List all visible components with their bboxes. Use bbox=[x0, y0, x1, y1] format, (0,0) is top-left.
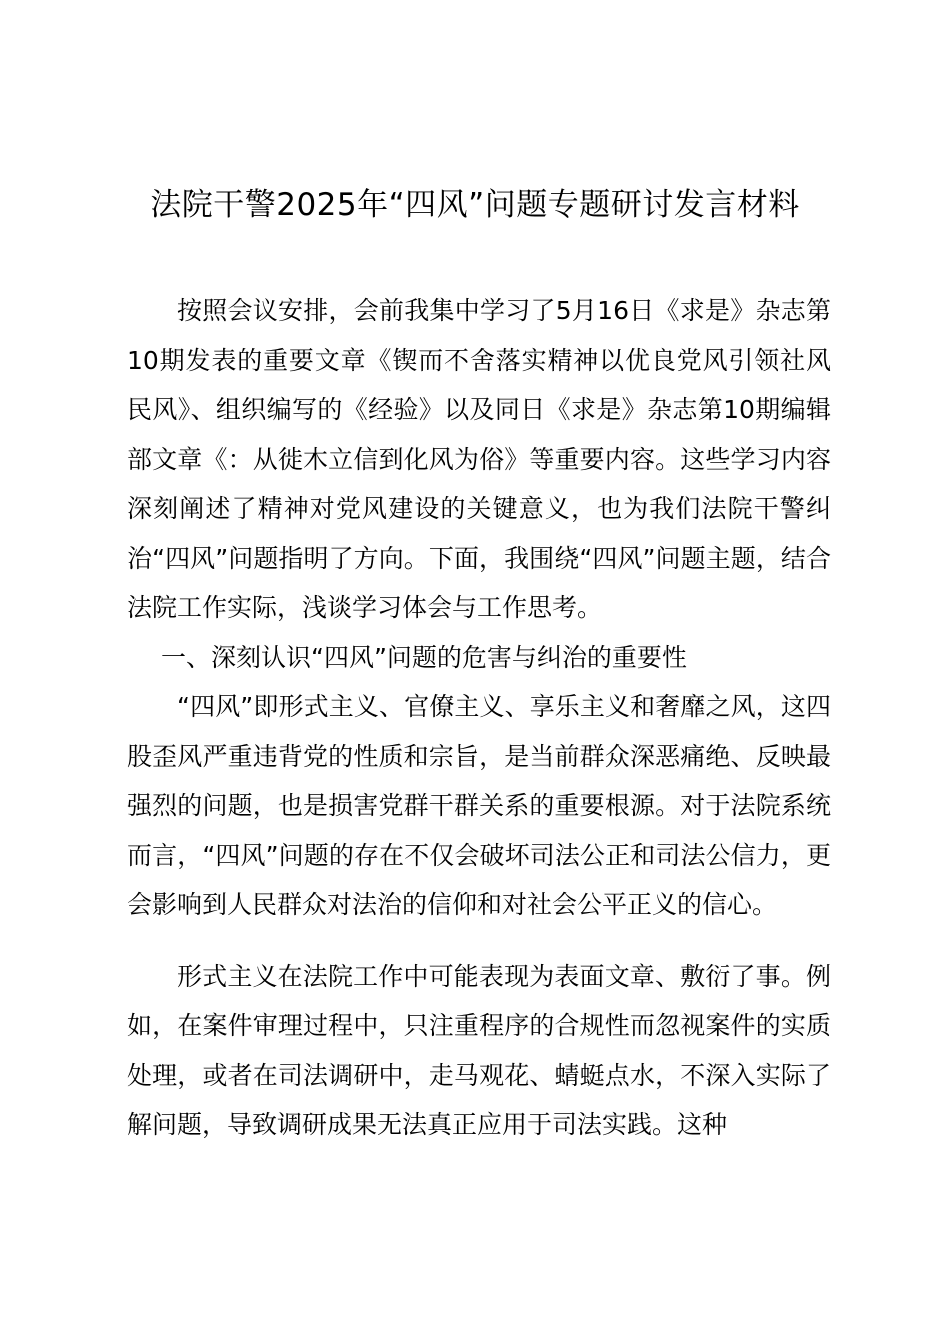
formalism-paragraph: 形式主义在法院工作中可能表现为表面文章、敷衍了事。例如，在案件审理过程中，只注重程序的合规性而忽视案件的实质处理，或者在司法调研中，走马观花、蜻蜓点水，不深入实际了解问题，导致调研成果无法真正应用于司法实践。这种 bbox=[127, 961, 831, 1139]
section-heading-1: 一、深刻认识“四风”问题的危害与纠治的重要性 bbox=[161, 642, 687, 672]
document-title: 法院干警2025年“四风”问题专题研讨发言材料 bbox=[150, 187, 800, 223]
paragraph-spacer bbox=[127, 930, 831, 952]
four-winds-paragraph: “四风”即形式主义、官僚主义、享乐主义和奢靡之风，这四股歪风严重违背党的性质和宗旨，是当前群众深恶痛绝、反映最强烈的问题，也是损害党群干群关系的重要根源。对于法院系统而言，“四风”问题的存在不仅会破坏司法公正和司法公信力，更会影响到人民群众对法治的信仰和对社会公平正义的信心。 bbox=[127, 692, 831, 919]
intro-paragraph: 按照会议安排，会前我集中学习了5月16日《求是》杂志第10期发表的重要文章《锲而不舍落实精神以优良党风引领社风民风》、组织编写的《经验》以及同日《求是》杂志第10期编辑部文章《：从徙木立信到化风为俗》等重要内容。这些学习内容深刻阐述了精神对党风建设的关键意义，也为我们法院干警纠治“四风”问题指明了方向。下面，我围绕“四风”问题主题，结合法院工作实际，浅谈学习体会与工作思考。 bbox=[127, 296, 831, 622]
document-body bbox=[127, 286, 831, 1150]
